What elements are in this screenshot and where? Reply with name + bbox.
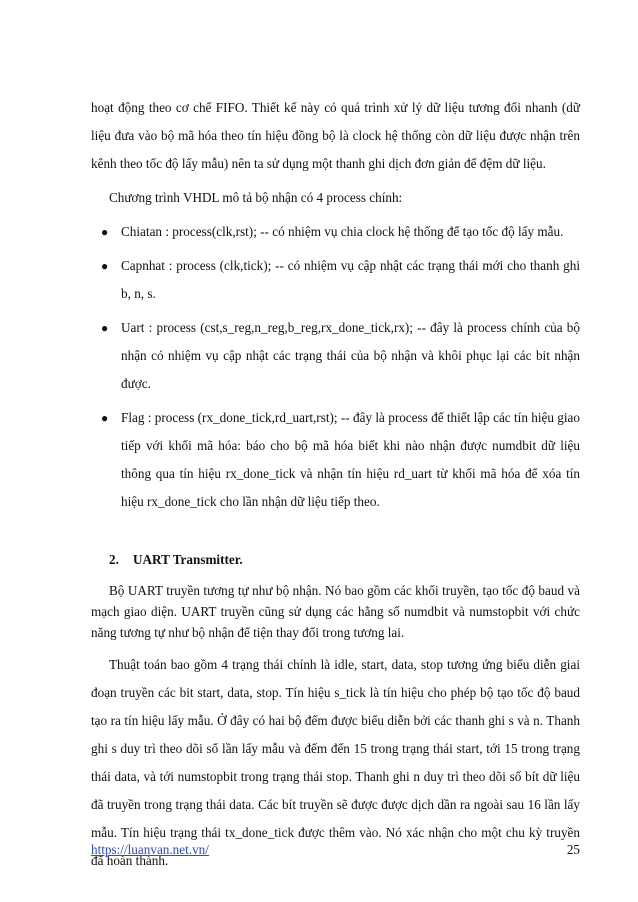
transmitter-paragraph-2: Thuật toán bao gồm 4 trạng thái chính là idle, start, data, stop tương ứng biểu diễn giai đoạn truyền các bit start, data, stop. Tín hiệu s_tick là tín hiệu cho phép bộ tạo tốc độ baud tạo ra tín hiệu lấy mẫu. Ở đây có hai bộ đếm được biểu diễn bởi các thanh ghi s và n. Thanh ghi s duy trì theo dõi số lần lấy mẫu và đếm đến 15 trong trạng thái start, tới 15 trong trạng thái data, và tới numstopbit trong trạng thái stop. Thanh ghi n duy trì theo dõi số bít dữ liệu đã truyền trong trạng thái data. Các bít truyền sẽ được được dịch dần ra ngoài sau 16 lần lấy mẫu. Tín hiệu trạng thái tx_done_tick được thêm vào. Nó xác nhận cho một chu kỳ truyền đã hoàn thành. [91, 657, 580, 868]
bullet-icon: ● [101, 225, 109, 239]
section-number: 2. [109, 552, 119, 567]
list-item-text: Flag : process (rx_done_tick,rd_uart,rst); -- đây là process để thiết lập các tín hiệu giao tiếp với khối mã hóa: báo cho bộ mã hóa biết khi nào nhận được numdbit dữ liệu thông qua tín hiệu rx_done_tick và nhận tín hiệu rd_uart từ khối mã hóa để xóa tín hiệu rx_done_tick cho lần nhận dữ liệu tiếp theo. [121, 410, 580, 509]
section-title: UART Transmitter. [133, 552, 243, 567]
transmitter-paragraph-1: Bộ UART truyền tương tự như bộ nhận. Nó bao gồm các khối truyền, tạo tốc độ baud và mạch giao diện. UART truyền cũng sử dụng các hằng số numdbit và numstopbit với chức năng tương tự như bộ nhận để tiện thay đổi trong tương lai. [91, 583, 580, 640]
list-item-text: Capnhat : process (clk,tick); -- có nhiệm vụ cập nhật các trạng thái mới cho thanh ghi b, n, s. [121, 258, 580, 301]
section-heading [109, 546, 580, 574]
bullet-icon: ● [101, 321, 109, 335]
list-item-text: Chiatan : process(clk,rst); -- có nhiệm vụ chia clock hệ thống để tạo tốc độ lấy mẫu. [121, 224, 564, 239]
list-item [101, 252, 580, 308]
bullet-icon: ● [101, 259, 109, 273]
page-content [91, 94, 580, 875]
page-number: 25 [566, 842, 580, 857]
list-item [101, 218, 580, 246]
list-item [101, 404, 580, 516]
intro-paragraph: hoạt động theo cơ chế FIFO. Thiết kế này có quá trình xử lý dữ liệu tương đối nhanh (dữ liệu đưa vào bộ mã hóa theo tín hiệu đồng bộ là clock hệ thống còn dữ liệu được nhận trên kênh theo tốc độ lấy mẫu) nên ta sử dụng một thanh ghi dịch đơn giản để đệm dữ liệu. [91, 100, 580, 171]
process-list [91, 218, 580, 516]
vhdl-lead-paragraph: Chương trình VHDL mô tả bộ nhận có 4 process chính: [109, 190, 403, 205]
page-footer [91, 842, 580, 862]
list-item-text: Uart : process (cst,s_reg,n_reg,b_reg,rx_done_tick,rx); -- đây là process chính của bộ nhận có nhiệm vụ cập nhật các trạng thái của bộ nhận và khôi phục lại các bit nhận được. [121, 320, 580, 391]
list-item [101, 314, 580, 398]
footer-link[interactable]: https://luanvan.net.vn/ [91, 842, 209, 857]
bullet-icon: ● [101, 411, 109, 425]
